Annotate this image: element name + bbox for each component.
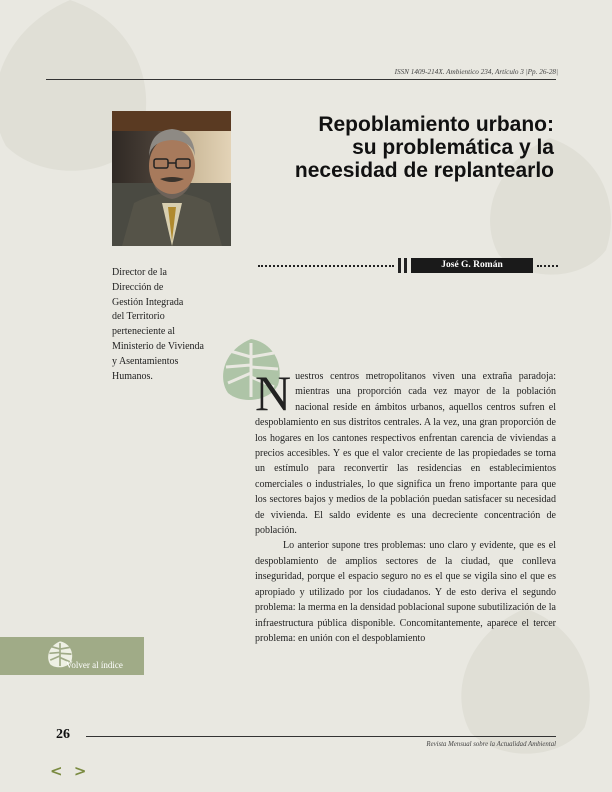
back-to-index-label: Volver al índice: [66, 660, 123, 670]
title-line: su problemática y la: [352, 136, 554, 159]
page-navigation: [50, 762, 89, 780]
title-line: Repoblamiento urbano:: [318, 113, 554, 136]
header-rule: [46, 79, 556, 80]
author-name: José G. Román: [411, 258, 533, 273]
back-to-index-button[interactable]: [0, 637, 144, 675]
bio-line: del Territorio: [112, 311, 165, 323]
bio-line: perteneciente al: [112, 326, 176, 338]
bio-line: Ministerio de Vivienda: [112, 340, 204, 352]
author-portrait-icon: [112, 111, 231, 246]
title-line: necesidad de replantearlo: [294, 159, 554, 182]
dotted-divider: [258, 265, 394, 267]
bio-line: Dirección de: [112, 281, 164, 293]
drop-cap: N: [255, 365, 292, 421]
next-page-button[interactable]: >: [73, 762, 90, 780]
paragraph: uestros centros metropolitanos viven una extraña paradoja: mientras una proporción cada vez mayor de la población nacional reside en ámbitos urbanos, aquellos centros sufren el despoblamiento en sus distritos centrales. A la vez, una gran proporción de los hogares en los cantones respectivos enfrentan carencia de viviendas a precios accesibles. Y es que el valor creciente de las propiedades se torna un estímulo para reconvertir las residencias en establecimientos comerciales o industriales, lo que significa un freno importante para que los sectores bajos y medios de la población puedan satisfacer su necesidad de vivienda. El saldo evidente es una decreciente concentración de población.: [255, 371, 556, 537]
author-bar-marker: [398, 258, 401, 273]
article-title: [234, 113, 554, 182]
bio-line: y Asentamientos: [112, 355, 179, 367]
bio-line: Director de la: [112, 267, 167, 278]
bio-line: Gestión Integrada: [112, 296, 184, 308]
bio-line: Humanos.: [112, 370, 153, 382]
paragraph: Lo anterior supone tres problemas: uno claro y evidente, que es el despoblamiento de amplios sectores de la ciudad, que conlleva inseguridad, porque el espacio seguro no es el que se vigila sino el que es apropiado y utilizado por los ciudadanos. Y de esto deriva el segundo problema: la merma en la densidad poblacional supone subutilización de la infraestructura pública disponible. Concomitantemente, aparece el tercer problema: en unión con el despoblamiento: [255, 540, 556, 644]
dotted-divider: [537, 265, 558, 267]
author-bar-marker: [404, 258, 407, 273]
footer-rule: [86, 736, 556, 737]
page-number: 26: [56, 727, 70, 742]
article-body: [255, 365, 556, 646]
journal-label: Revista Mensual sobre la Actualidad Ambiental: [426, 741, 556, 748]
issn-reference: ISSN 1409-214X. Ambientico 234, Artículo 3 |Pp. 26-28|: [394, 68, 558, 76]
author-photo: [112, 111, 231, 246]
previous-page-button[interactable]: <: [50, 762, 66, 780]
